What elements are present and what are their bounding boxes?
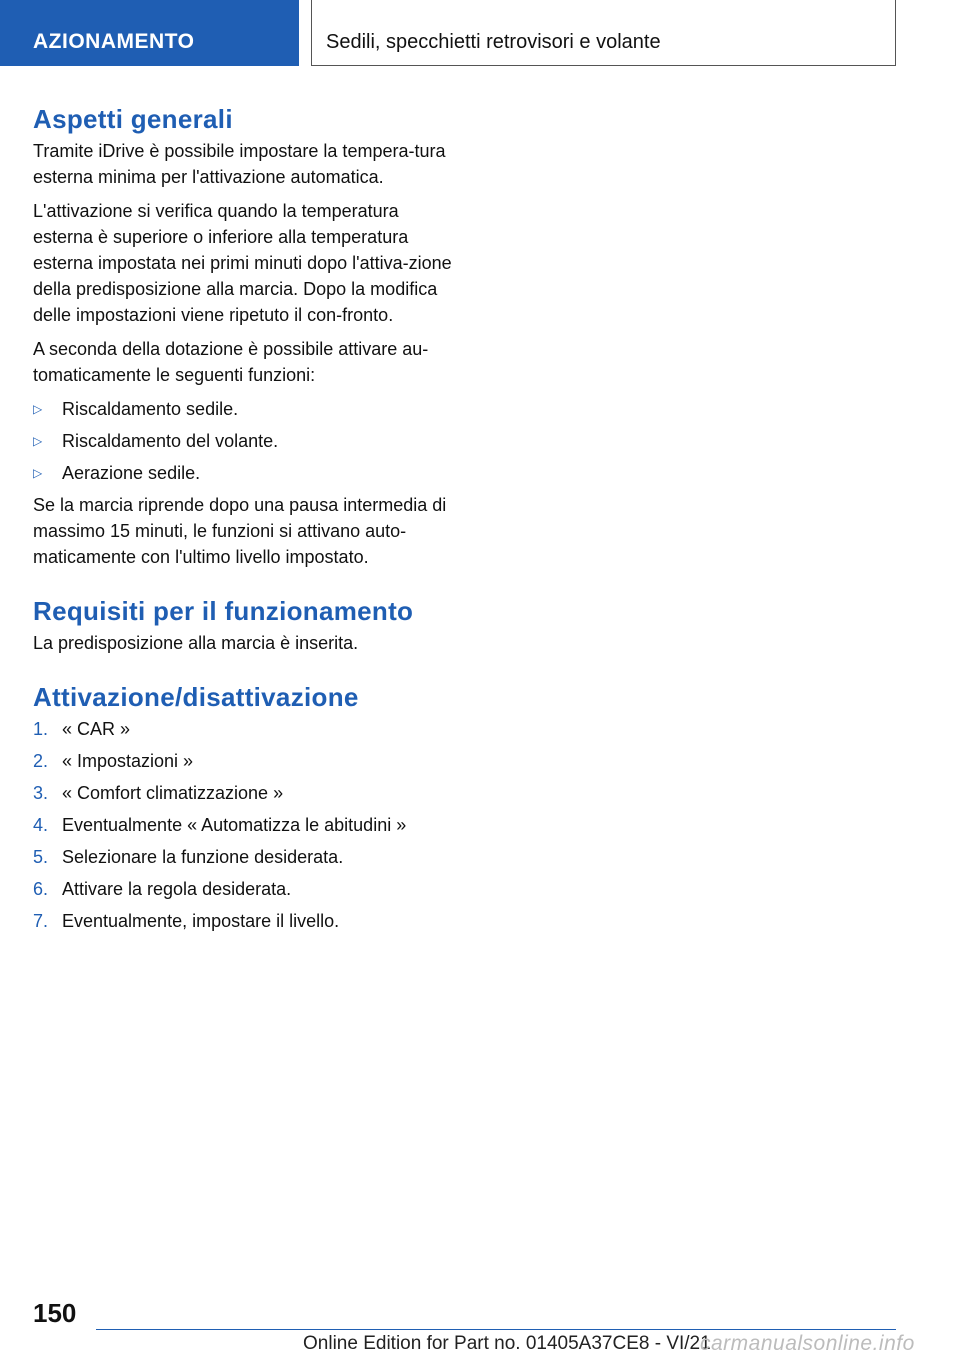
list-item	[33, 428, 453, 454]
section-heading-activation: Attivazione/disattivazione	[33, 682, 359, 712]
section-spacer	[33, 578, 453, 592]
function-list	[33, 396, 453, 486]
step-item	[33, 844, 453, 870]
step-item	[33, 812, 453, 838]
step-item	[33, 876, 453, 902]
step-item	[33, 748, 453, 774]
paragraph: L'attivazione si verifica quando la temperatura esterna è superiore o inferiore alla temperatura esterna impostata nei primi minuti dopo l'attiva-zione della predisposizione alla marcia. Dopo la modifica delle impostazioni viene ripetuto il con-fronto.	[33, 201, 452, 325]
section-spacer	[33, 664, 453, 678]
edition-note: Online Edition for Part no. 01405A37CE8 - VI/21	[303, 1333, 711, 1354]
page-header	[0, 0, 960, 66]
triangle-right-icon: ▷	[33, 402, 43, 416]
paragraph: Tramite iDrive è possibile impostare la tempera-tura esterna minima per l'attivazione automatica.	[33, 141, 446, 187]
step-number: 7.	[33, 911, 49, 931]
step-number: 5.	[33, 847, 49, 867]
step-number: 4.	[33, 815, 49, 835]
step-text: « CAR »	[62, 719, 131, 739]
step-number: 1.	[33, 719, 49, 739]
list-item	[33, 460, 453, 486]
triangle-right-icon: ▷	[33, 466, 43, 480]
step-text: Eventualmente « Automatizza le abitudini »	[62, 815, 407, 835]
section-tab: AZIONAMENTO	[0, 0, 299, 66]
step-number: 3.	[33, 783, 49, 803]
list-item	[33, 396, 453, 422]
page-number: 150	[33, 1298, 77, 1328]
step-text: « Impostazioni »	[62, 751, 194, 771]
watermark: carmanualsonline.info	[700, 1332, 915, 1355]
steps-list	[33, 716, 453, 934]
step-text: Eventualmente, impostare il livello.	[62, 911, 340, 931]
section-heading-general: Aspetti generali	[33, 104, 233, 134]
step-item	[33, 908, 453, 934]
step-text: Selezionare la funzione desiderata.	[62, 847, 344, 867]
main-content	[33, 100, 453, 940]
chapter-title: Sedili, specchietti retrovisori e volante	[311, 0, 896, 66]
paragraph: A seconda della dotazione è possibile attivare au-tomaticamente le seguenti funzioni:	[33, 339, 429, 385]
step-item	[33, 780, 453, 806]
paragraph: Se la marcia riprende dopo una pausa intermedia di massimo 15 minuti, le funzioni si attivano auto-maticamente con l'ultimo livello impostato.	[33, 495, 447, 567]
section-heading-requirements: Requisiti per il funzionamento	[33, 596, 414, 626]
list-item-text: Aerazione sedile.	[62, 463, 201, 483]
step-text: « Comfort climatizzazione »	[62, 783, 284, 803]
list-item-text: Riscaldamento del volante.	[62, 431, 279, 451]
paragraph: La predisposizione alla marcia è inserita.	[33, 633, 359, 653]
step-number: 6.	[33, 879, 49, 899]
list-item-text: Riscaldamento sedile.	[62, 399, 239, 419]
step-number: 2.	[33, 751, 49, 771]
step-text: Attivare la regola desiderata.	[62, 879, 292, 899]
triangle-right-icon: ▷	[33, 434, 43, 448]
step-item	[33, 716, 453, 742]
